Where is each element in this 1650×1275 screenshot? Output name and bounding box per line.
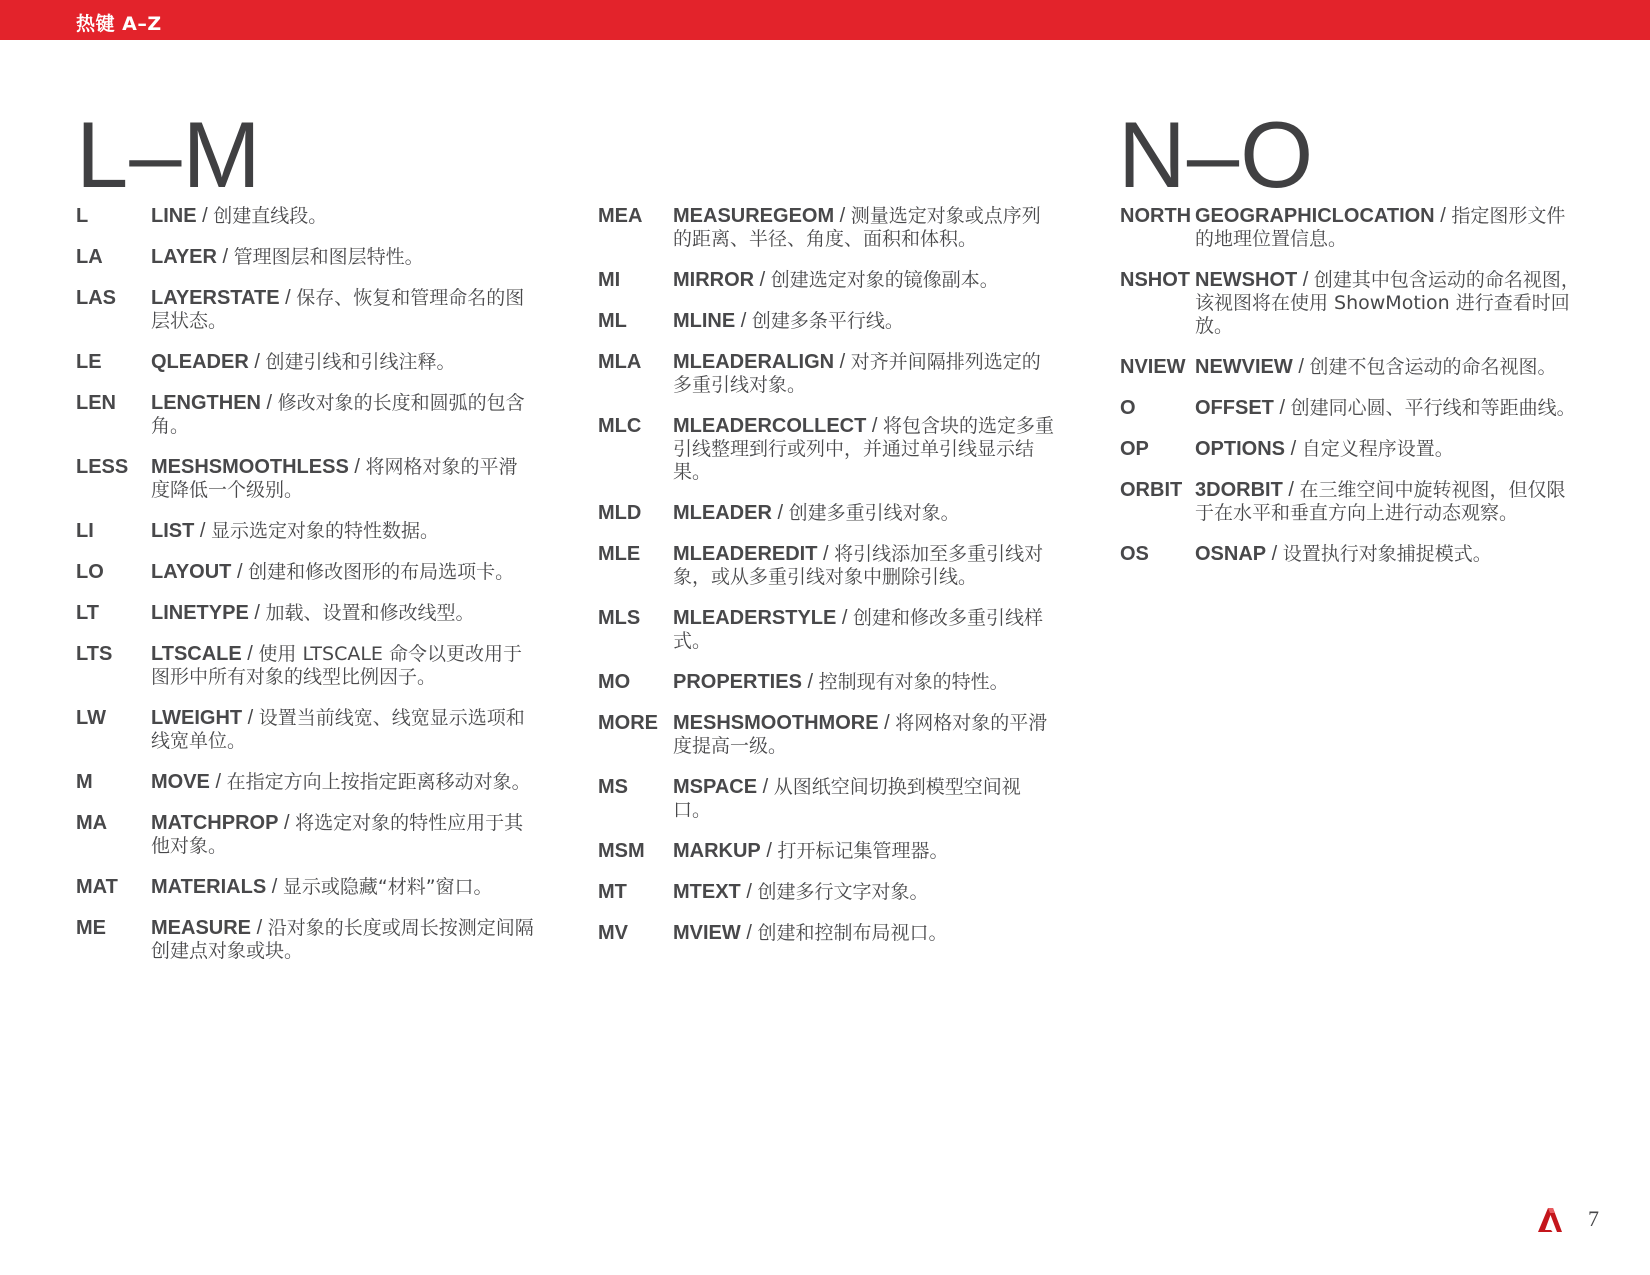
section-heading-l-m: L–M — [76, 102, 262, 207]
command-description: 创建和控制布局视口。 — [757, 922, 948, 944]
shortcut-entry — [598, 607, 1058, 653]
command-description: 设置执行对象捕捉模式。 — [1282, 543, 1492, 565]
shortcut-description-block — [673, 881, 928, 903]
separator: / — [261, 392, 278, 414]
shortcut-description-block — [151, 771, 531, 793]
shortcut-entry — [598, 205, 1058, 251]
shortcut-entry — [1120, 397, 1580, 420]
shortcut-alias: MLD — [598, 502, 642, 524]
shortcut-description-block — [1195, 356, 1556, 378]
shortcut-description-block — [151, 246, 424, 268]
shortcut-entry — [76, 707, 536, 753]
shortcut-description-block — [151, 876, 493, 898]
header-title: 热键 A–Z — [76, 13, 162, 35]
shortcut-description-block — [1195, 397, 1576, 419]
shortcut-column-1 — [76, 205, 536, 981]
shortcut-alias: MT — [598, 881, 627, 903]
command-name: MTEXT — [673, 881, 741, 903]
shortcut-description-block — [673, 502, 960, 524]
shortcut-entry — [598, 415, 1058, 484]
command-name: MLEADER — [673, 502, 772, 524]
command-description: 测量选定对象或点序列的距离、半径、角度、面积和体积。 — [673, 205, 1041, 250]
command-description: 将引线添加至多重引线对象，或从多重引线对象中删除引线。 — [673, 543, 1044, 588]
shortcut-entry — [76, 520, 536, 543]
shortcut-entry — [598, 351, 1058, 397]
shortcut-alias: MORE — [598, 712, 658, 734]
shortcut-description-block — [151, 602, 474, 624]
command-description: 指定图形文件的地理位置信息。 — [1195, 205, 1566, 250]
shortcut-alias: OP — [1120, 438, 1149, 460]
command-name: MATERIALS — [151, 876, 267, 898]
command-name: NEWVIEW — [1195, 356, 1293, 378]
command-name: MEASUREGEOM — [673, 205, 835, 227]
command-description: 设置当前线宽、线宽显示选项和线宽单位。 — [151, 707, 525, 752]
separator: / — [241, 643, 259, 665]
shortcut-alias: LI — [76, 520, 94, 542]
shortcut-description-block — [151, 812, 523, 857]
shortcut-column-3 — [1120, 205, 1580, 584]
separator: / — [348, 456, 366, 478]
command-description: 显示或隐藏“材料”窗口。 — [282, 876, 493, 898]
separator: / — [801, 671, 819, 693]
separator: / — [1285, 438, 1302, 460]
shortcut-alias: LAS — [76, 287, 116, 309]
shortcut-description-block — [151, 205, 327, 227]
separator: / — [194, 520, 212, 542]
separator: / — [279, 287, 297, 309]
shortcut-alias: MSM — [598, 840, 645, 862]
shortcut-entry — [76, 246, 536, 269]
shortcut-description-block — [151, 456, 517, 501]
command-name: MLEADEREDIT — [673, 543, 818, 565]
separator: / — [1266, 543, 1283, 565]
shortcut-entry — [598, 310, 1058, 333]
separator: / — [278, 812, 296, 834]
shortcut-alias: MO — [598, 671, 631, 693]
shortcut-entry — [1120, 479, 1580, 525]
separator: / — [242, 707, 259, 729]
shortcut-entry — [76, 351, 536, 374]
autocad-logo-icon — [1536, 1206, 1564, 1234]
separator: / — [817, 543, 835, 565]
shortcut-alias: LO — [76, 561, 104, 583]
shortcut-description-block — [1195, 269, 1580, 337]
header-bar — [0, 0, 1650, 40]
command-name: MATCHPROP — [151, 812, 279, 834]
shortcut-alias: M — [76, 771, 93, 793]
shortcut-alias: MA — [76, 812, 108, 834]
command-name: MESHSMOOTHMORE — [673, 712, 879, 734]
separator: / — [878, 712, 896, 734]
shortcut-alias: MI — [598, 269, 621, 291]
command-name: 3DORBIT — [1195, 479, 1283, 501]
command-description: 创建多行文字对象。 — [757, 881, 929, 903]
shortcut-description-block — [151, 917, 534, 962]
command-description: 创建不包含运动的命名视图。 — [1309, 356, 1557, 378]
shortcut-entry — [598, 269, 1058, 292]
separator: / — [266, 876, 283, 898]
separator: / — [834, 205, 851, 227]
command-name: MSPACE — [673, 776, 758, 798]
shortcut-description-block — [673, 712, 1047, 757]
command-description: 控制现有对象的特性。 — [818, 671, 1009, 693]
command-description: 创建多重引线对象。 — [788, 502, 960, 524]
command-name: MLEADERSTYLE — [673, 607, 837, 629]
shortcut-description-block — [1195, 205, 1565, 250]
separator: / — [740, 881, 758, 903]
separator: / — [760, 840, 778, 862]
command-description: 将网格对象的平滑度提高一级。 — [673, 712, 1048, 757]
shortcut-entry — [598, 922, 1058, 945]
separator: / — [735, 310, 752, 332]
shortcut-column-2 — [598, 205, 1058, 963]
shortcut-entry — [76, 456, 536, 502]
command-name: LIST — [151, 520, 195, 542]
separator: / — [216, 246, 234, 268]
shortcut-description-block — [151, 287, 524, 332]
command-description: 从图纸空间切换到模型空间视口。 — [673, 776, 1021, 821]
command-name: NEWSHOT — [1195, 269, 1298, 291]
shortcut-description-block — [673, 205, 1041, 250]
shortcut-description-block — [673, 607, 1043, 652]
separator: / — [771, 502, 789, 524]
shortcut-description-block — [151, 643, 522, 688]
shortcut-alias: OS — [1120, 543, 1149, 565]
separator: / — [740, 922, 758, 944]
shortcut-entry — [1120, 205, 1580, 251]
command-description: 创建和修改多重引线样式。 — [673, 607, 1044, 652]
command-name: MARKUP — [673, 840, 761, 862]
shortcut-description-block — [673, 351, 1041, 396]
shortcut-alias: O — [1120, 397, 1136, 419]
separator: / — [1297, 269, 1314, 291]
shortcut-alias: LT — [76, 602, 99, 624]
shortcut-alias: MLE — [598, 543, 641, 565]
command-description: 沿对象的长度或周长按测定间隔创建点对象或块。 — [151, 917, 534, 962]
command-name: GEOGRAPHICLOCATION — [1195, 205, 1435, 227]
shortcut-entry — [1120, 438, 1580, 461]
shortcut-alias: NORTH — [1120, 205, 1192, 227]
shortcut-entry — [76, 643, 536, 689]
shortcut-entry — [598, 881, 1058, 904]
command-description: 自定义程序设置。 — [1301, 438, 1454, 460]
shortcut-alias: MEA — [598, 205, 643, 227]
shortcut-description-block — [673, 840, 948, 862]
shortcut-description-block — [673, 310, 904, 332]
shortcut-entry — [76, 602, 536, 625]
shortcut-entry — [1120, 356, 1580, 379]
command-name: LTSCALE — [151, 643, 242, 665]
shortcut-entry — [1120, 269, 1580, 338]
shortcut-alias: NSHOT — [1120, 269, 1190, 291]
command-name: QLEADER — [151, 351, 249, 373]
command-name: MIRROR — [673, 269, 755, 291]
shortcut-entry — [598, 502, 1058, 525]
command-description: 将网格对象的平滑度降低一个级别。 — [151, 456, 518, 501]
separator: / — [1292, 356, 1310, 378]
shortcut-alias: NVIEW — [1120, 356, 1186, 378]
shortcut-alias: MLS — [598, 607, 641, 629]
shortcut-alias: ORBIT — [1120, 479, 1183, 501]
separator: / — [251, 917, 268, 939]
command-description: 创建选定对象的镜像副本。 — [770, 269, 999, 291]
shortcut-alias: LEN — [76, 392, 116, 414]
shortcut-description-block — [673, 671, 1009, 693]
command-description: 保存、恢复和管理命名的图层状态。 — [151, 287, 525, 332]
shortcut-description-block — [151, 520, 439, 542]
separator: / — [754, 269, 771, 291]
command-name: LAYER — [151, 246, 217, 268]
command-name: PROPERTIES — [673, 671, 802, 693]
command-name: MEASURE — [151, 917, 252, 939]
shortcut-alias: LW — [76, 707, 106, 729]
shortcut-description-block — [151, 561, 514, 583]
command-description: 在三维空间中旋转视图，但仅限于在水平和垂直方向上进行动态观察。 — [1195, 479, 1566, 524]
shortcut-entry — [598, 712, 1058, 758]
command-description: 显示选定对象的特性数据。 — [211, 520, 440, 542]
command-name: MESHSMOOTHLESS — [151, 456, 349, 478]
command-name: OPTIONS — [1195, 438, 1286, 460]
shortcut-entry — [1120, 543, 1580, 566]
separator: / — [866, 415, 883, 437]
separator: / — [196, 205, 214, 227]
command-description: 将包含块的选定多重引线整理到行或列中，并通过单引线显示结果。 — [673, 415, 1055, 483]
shortcut-alias: LTS — [76, 643, 113, 665]
shortcut-alias: MV — [598, 922, 628, 944]
command-description: 管理图层和图层特性。 — [233, 246, 424, 268]
separator: / — [757, 776, 774, 798]
page-number: 7 — [1588, 1206, 1599, 1231]
command-name: LAYOUT — [151, 561, 232, 583]
shortcut-description-block — [1195, 543, 1492, 565]
command-name: LAYERSTATE — [151, 287, 280, 309]
shortcut-entry — [598, 840, 1058, 863]
separator: / — [231, 561, 249, 583]
command-description: 使用 LTSCALE 命令以更改用于图形中所有对象的线型比例因子。 — [151, 643, 522, 688]
command-name: MLEADERALIGN — [673, 351, 835, 373]
separator: / — [1434, 205, 1452, 227]
command-description: 创建其中包含运动的命名视图，该视图将在使用 ShowMotion 进行查看时回放。 — [1195, 269, 1580, 337]
separator: / — [248, 351, 266, 373]
command-description: 创建直线段。 — [213, 205, 328, 227]
command-name: MVIEW — [673, 922, 741, 944]
shortcut-entry — [76, 287, 536, 333]
command-name: LENGTHEN — [151, 392, 261, 414]
shortcut-alias: LE — [76, 351, 102, 373]
shortcut-description-block — [673, 776, 1021, 821]
separator: / — [209, 771, 227, 793]
command-description: 修改对象的长度和圆弧的包含角。 — [151, 392, 525, 437]
shortcut-description-block — [673, 922, 947, 944]
shortcut-alias: ML — [598, 310, 627, 332]
shortcut-description-block — [1195, 438, 1454, 460]
shortcut-alias: MLA — [598, 351, 642, 373]
shortcut-entry — [76, 205, 536, 228]
command-name: LWEIGHT — [151, 707, 243, 729]
shortcut-entry — [598, 776, 1058, 822]
command-name: MLINE — [673, 310, 736, 332]
command-description: 创建和修改图形的布局选项卡。 — [248, 561, 515, 583]
shortcut-entry — [76, 392, 536, 438]
shortcut-entry — [598, 543, 1058, 589]
command-description: 对齐并间隔排列选定的多重引线对象。 — [673, 351, 1041, 396]
shortcut-entry — [76, 771, 536, 794]
shortcut-alias: MAT — [76, 876, 118, 898]
shortcut-description-block — [151, 392, 525, 437]
command-description: 打开标记集管理器。 — [777, 840, 949, 862]
separator: / — [834, 351, 851, 373]
command-description: 创建引线和引线注释。 — [265, 351, 456, 373]
command-name: LINETYPE — [151, 602, 249, 624]
shortcut-description-block — [673, 269, 999, 291]
shortcut-alias: LESS — [76, 456, 129, 478]
shortcut-entry — [598, 671, 1058, 694]
shortcut-alias: ME — [76, 917, 106, 939]
shortcut-entry — [76, 812, 536, 858]
shortcut-entry — [76, 917, 536, 963]
separator: / — [836, 607, 854, 629]
shortcut-entry — [76, 876, 536, 899]
shortcut-description-block — [151, 351, 455, 373]
separator: / — [1273, 397, 1291, 419]
command-description: 创建同心圆、平行线和等距曲线。 — [1290, 397, 1576, 419]
shortcut-alias: MS — [598, 776, 628, 798]
command-name: MOVE — [151, 771, 210, 793]
shortcut-alias: L — [76, 205, 89, 227]
command-description: 加载、设置和修改线型。 — [265, 602, 475, 624]
shortcut-description-block — [673, 543, 1043, 588]
command-name: OSNAP — [1195, 543, 1267, 565]
shortcut-description-block — [151, 707, 525, 752]
section-heading-n-o: N–O — [1118, 102, 1315, 207]
command-description: 将选定对象的特性应用于其他对象。 — [151, 812, 524, 857]
shortcut-description-block — [1195, 479, 1565, 524]
shortcut-entry — [76, 561, 536, 584]
command-description: 在指定方向上按指定距离移动对象。 — [226, 771, 531, 793]
command-name: OFFSET — [1195, 397, 1274, 419]
separator: / — [248, 602, 266, 624]
command-description: 创建多条平行线。 — [751, 310, 904, 332]
shortcut-alias: MLC — [598, 415, 642, 437]
command-name: LINE — [151, 205, 197, 227]
shortcut-description-block — [673, 415, 1054, 483]
shortcut-alias: LA — [76, 246, 103, 268]
separator: / — [1282, 479, 1300, 501]
command-name: MLEADERCOLLECT — [673, 415, 867, 437]
